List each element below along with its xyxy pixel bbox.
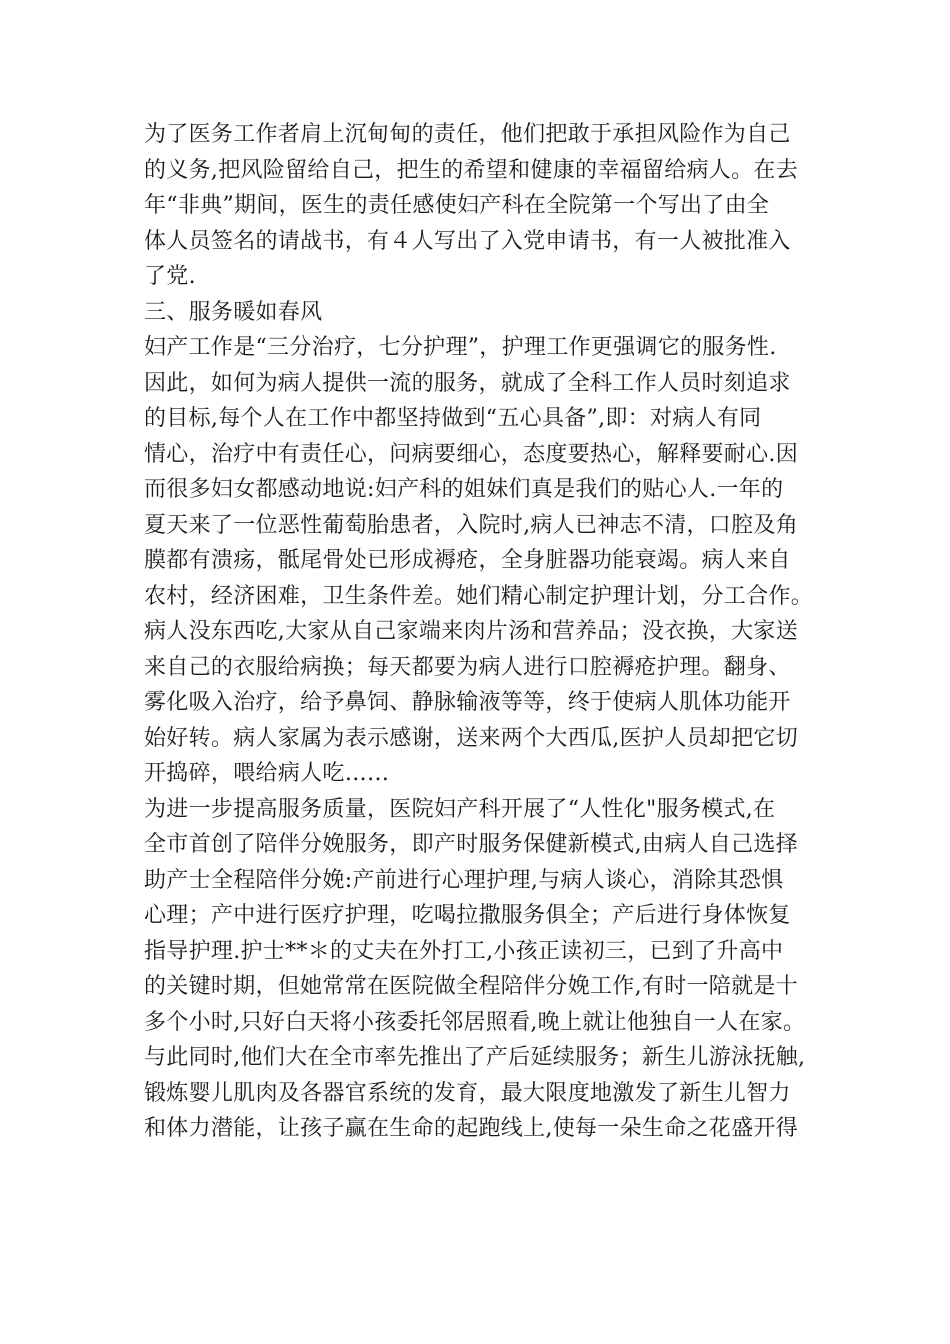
text-line: 体人员签名的请战书，有４人写出了入党申请书，有一人被批准入 xyxy=(144,228,791,254)
text-line: 指导护理.护士**＊的丈夫在外打工,小孩正读初三，已到了升高中 xyxy=(144,938,784,964)
text-line: 来自己的衣服给病换；每天都要为病人进行口腔褥疮护理。翻身、 xyxy=(144,654,791,680)
text-line: 心理；产中进行医疗护理，吃喝拉撒服务俱全；产后进行身体恢复 xyxy=(144,903,791,928)
text-line: 情心，治疗中有责任心，问病要细心，态度要热心，解释要耐心.因 xyxy=(144,441,798,467)
text-line: 和体力潜能，让孩子赢在生命的起跑线上,使每一朵生命之花盛开得 xyxy=(144,1116,798,1141)
text-line: 的义务,把风险留给自己，把生的希望和健康的幸福留给病人。在去 xyxy=(144,157,798,183)
text-line: 雾化吸入治疗，给予鼻饲、静脉输液等等，终于使病人肌体功能开 xyxy=(144,690,791,715)
text-line: 的目标,每个人在工作中都坚持做到“五心具备”,即：对病人有同 xyxy=(144,406,762,431)
text-line: 因此，如何为病人提供一流的服务，就成了全科工作人员时刻追求 xyxy=(144,370,791,396)
text-line: 始好转。病人家属为表示感谢，送来两个大西瓜,医护人员却把它切 xyxy=(144,725,798,751)
text-line: 病人没东西吃,大家从自己家端来肉片汤和营养品；没衣换，大家送 xyxy=(144,619,798,644)
text-line: 锻炼婴儿肌肉及各器官系统的发育，最大限度地激发了新生儿智力 xyxy=(144,1080,791,1106)
text-line: 年“非典”期间，医生的责任感使妇产科在全院第一个写出了由全 xyxy=(144,193,770,218)
text-line: 了党. xyxy=(144,264,196,289)
section-heading: 三、服务暖如春风 xyxy=(144,299,323,325)
text-line: 与此同时,他们大在全市率先推出了产后延续服务；新生儿游泳抚触, xyxy=(144,1045,806,1070)
text-line: 膜都有溃疡，骶尾骨处已形成褥疮，全身脏器功能衰竭。病人来自 xyxy=(144,548,791,573)
text-line: 农村，经济困难，卫生条件差。她们精心制定护理计划，分工合作。 xyxy=(144,583,814,609)
text-line: 的关键时期，但她常常在医院做全程陪伴分娩工作,有时一陪就是十 xyxy=(144,974,798,999)
text-line: 为进一步提高服务质量，医院妇产科开展了“人性化"服务模式,在 xyxy=(144,796,776,822)
text-line: 全市首创了陪伴分娩服务，即产时服务保健新模式,由病人自己选择 xyxy=(144,832,798,857)
text-line: 为了医务工作者肩上沉甸甸的责任，他们把敢于承担风险作为自己 xyxy=(144,122,791,147)
text-line: 妇产工作是“三分治疗，七分护理”，护理工作更强调它的服务性. xyxy=(144,335,777,360)
text-line: 而很多妇女都感动地说:妇产科的姐妹们真是我们的贴心人.一年的 xyxy=(144,477,784,502)
body-text xyxy=(144,117,824,1147)
text-line: 多个小时,只好白天将小孩委托邻居照看,晚上就让他独自一人在家。 xyxy=(144,1009,806,1035)
text-line: 开捣碎，喂给病人吃…… xyxy=(144,761,390,786)
text-line: 助产士全程陪伴分娩:产前进行心理护理,与病人谈心，消除其恐惧 xyxy=(144,867,784,893)
text-line: 夏天来了一位恶性葡萄胎患者，入院时,病人已神志不清，口腔及角 xyxy=(144,512,798,538)
